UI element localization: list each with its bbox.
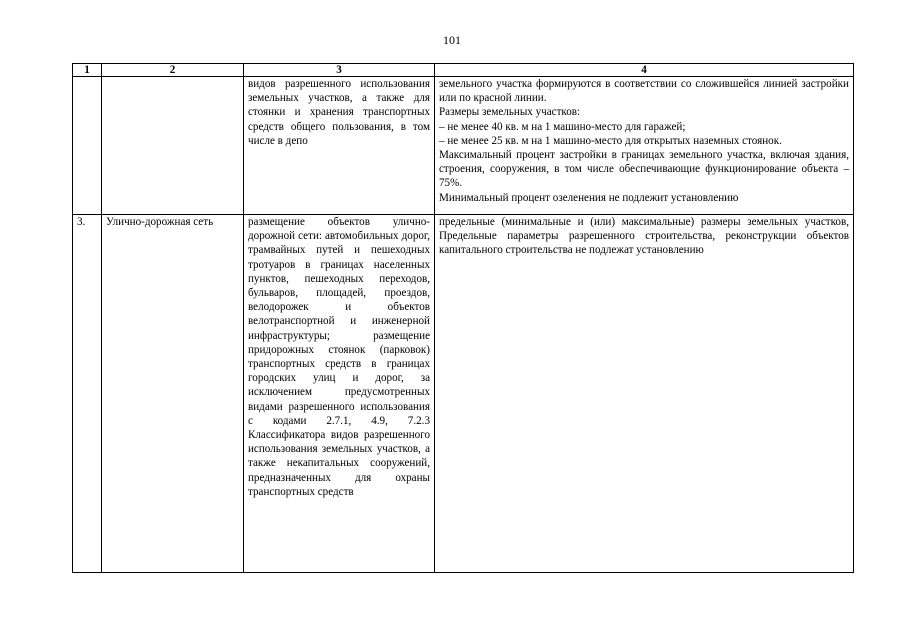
list-item: – не менее 40 кв. м на 1 машино-место для гаражей;	[439, 120, 686, 133]
column-header: 1	[73, 64, 102, 77]
row-number-cell	[73, 77, 102, 215]
permitted-use-cell: размещение объектов улично-дорожной сети: автомобильных дорог, трамвайных путей и пешеходных тротуаров в границах населенных пунктов, пешеходных переходов, бульваров, площадей, проездов, велодорожек и объектов велотранспортной и инженерной инфраструктуры; размещение придорожных стоянок (парковок) транспортных средств в границах городских улиц и дорог, за исключением предусмотренных видами разрешенного использования с кодами 2.7.1, 4.9, 7.2.3 Классификатора видов разрешенного использования земельных участков, а также некапитальных сооружений, предназначенных для охраны транспортных средств	[244, 215, 435, 573]
parameters-cell: предельные (минимальные и (или) максимальные) размеры земельных участков, Предельные параметры разрешенного строительства, реконструкции объектов капитального строительства не подлежат установлению	[435, 215, 854, 573]
parameters-paragraph: Минимальный процент озеленения не подлежит установлению	[439, 191, 739, 204]
regulations-table	[72, 63, 854, 573]
list-item: – не менее 25 кв. м на 1 машино-место для открытых наземных стоянок.	[439, 134, 782, 147]
table-header-row	[73, 64, 854, 77]
column-header: 4	[435, 64, 854, 77]
parameters-paragraph: земельного участка формируются в соответствии со сложившейся линией застройки или по красной линии.	[439, 78, 849, 105]
parameters-paragraph: Максимальный процент застройки в границах земельного участка, включая здания, строения, сооружения, в том числе обеспечивающие функционирование объекта – 75%.	[439, 149, 849, 190]
parameters-paragraph: Размеры земельных участков:	[439, 106, 581, 119]
row-number-cell: 3.	[73, 215, 102, 573]
permitted-use-cell: видов разрешенного использования земельных участков, а также для стоянки и хранения транспортных средств общего пользования, в том числе в депо	[244, 77, 435, 215]
column-header: 3	[244, 64, 435, 77]
page-number: 101	[443, 33, 461, 47]
table-row	[73, 77, 854, 215]
table-row	[73, 215, 854, 573]
row-name-cell	[102, 77, 244, 215]
column-header: 2	[102, 64, 244, 77]
row-name-cell: Улично-дорожная сеть	[102, 215, 244, 573]
parameters-cell	[435, 77, 854, 215]
